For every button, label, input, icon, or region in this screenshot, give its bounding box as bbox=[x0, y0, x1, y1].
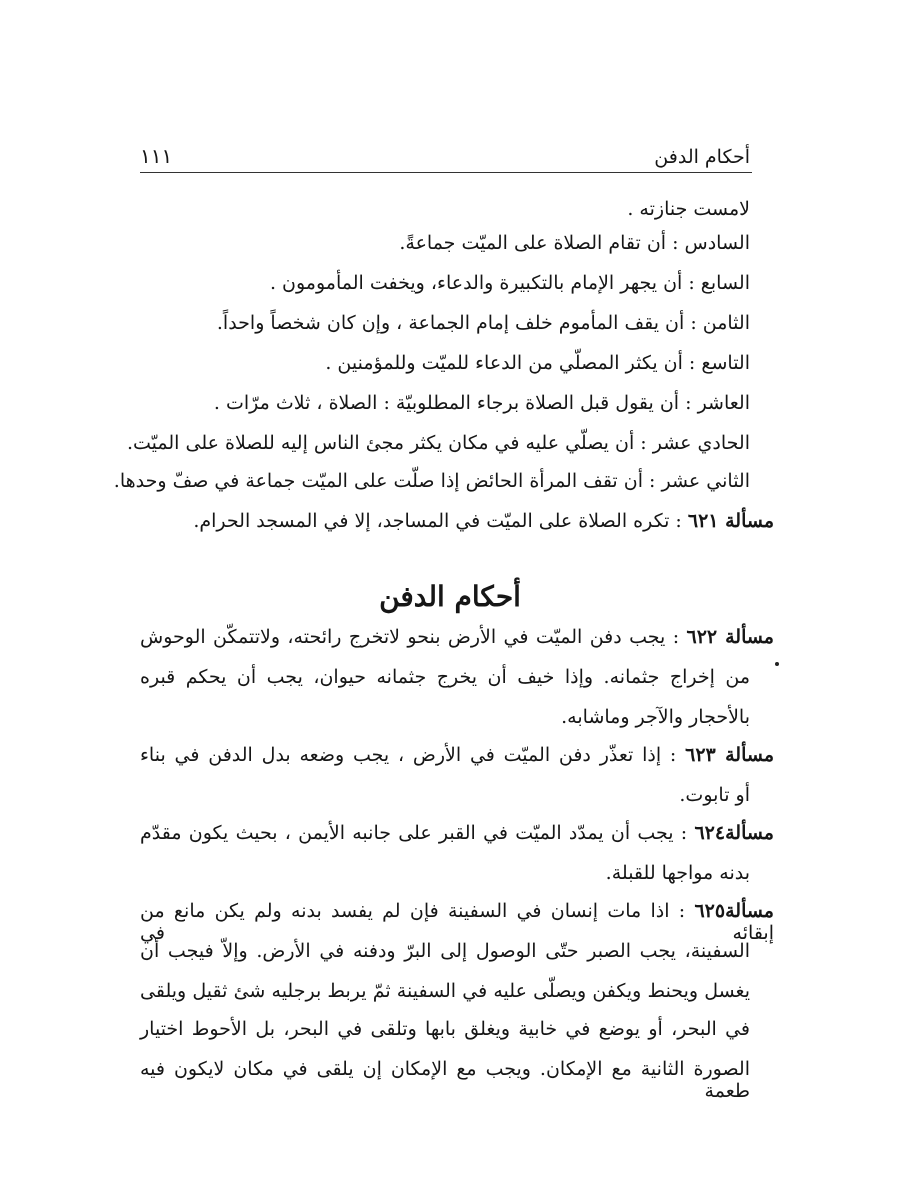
running-header-title: أحكام الدفن bbox=[654, 146, 750, 168]
text-line: السفينة، يجب الصبر حتّى الوصول إلى البرّ ودفنه في الأرض. وإلاّ فيجب أن bbox=[140, 940, 750, 962]
margin-mark bbox=[775, 662, 779, 666]
issue-line: مسألة ٦٢١ : تكره الصلاة على الميّت في المساجد، إلا في المسجد الحرام. bbox=[193, 510, 774, 532]
issue-label: مسألة ٦٢٢ bbox=[686, 626, 774, 648]
issue-label: مسألة ٦٢١ bbox=[687, 510, 774, 532]
text-line: الصورة الثانية مع الإمكان. ويجب مع الإمكان إن يلقى في مكان لايكون فيه طعمة bbox=[140, 1058, 750, 1102]
text-line: السادس : أن تقام الصلاة على الميّت جماعةً. bbox=[399, 232, 750, 254]
text-line: لامست جنازته . bbox=[627, 198, 750, 220]
issue-line: مسألة٦٢٤ : يجب أن يمدّد الميّت في القبر على جانبه الأيمن ، بحيث يكون مقدّم bbox=[140, 822, 774, 844]
issue-label: مسألة٦٢٤ bbox=[694, 822, 774, 844]
text-line: الثاني عشر : أن تقف المرأة الحائض إذا صلّت على الميّت جماعة في صفّ وحدها. bbox=[113, 470, 750, 492]
text-line: يغسل ويحنط ويكفن ويصلّى عليه في السفينة ثمّ يربط برجليه شئ ثقيل ويلقى bbox=[140, 980, 750, 1002]
text-line: بالأحجار والآجر وماشابه. bbox=[561, 706, 750, 728]
text-line: بدنه مواجها للقبلة. bbox=[605, 862, 750, 884]
text-line: في البحر، أو يوضع في خابية ويغلق بابها وتلقى في البحر، بل الأحوط اختيار bbox=[140, 1018, 750, 1040]
text-line: التاسع : أن يكثر المصلّي من الدعاء للميّت وللمؤمنين . bbox=[325, 352, 750, 374]
issue-line: مسألة ٦٢٢ : يجب دفن الميّت في الأرض بنحو لاتخرج رائحته، ولاتتمكّن الوحوش bbox=[140, 626, 774, 648]
text-line: الثامن : أن يقف المأموم خلف إمام الجماعة ، وإن كان شخصاً واحداً. bbox=[216, 312, 750, 334]
page-number: ١١١ bbox=[140, 144, 173, 168]
text-line: من إخراج جثمانه. وإذا خيف أن يخرج جثمانه حيوان، يجب أن يحكم قبره bbox=[140, 666, 750, 688]
text-line: العاشر : أن يقول قبل الصلاة برجاء المطلوبيّة : الصلاة ، ثلاث مرّات . bbox=[213, 392, 750, 414]
issue-line: مسألة ٦٢٣ : إذا تعذّر دفن الميّت في الأرض ، يجب وضعه بدل الدفن في بناء bbox=[140, 744, 774, 766]
issue-label: مسألة ٦٢٣ bbox=[685, 744, 774, 766]
text-line: السابع : أن يجهر الإمام بالتكبيرة والدعاء، ويخفت المأمومون . bbox=[269, 272, 750, 294]
header-divider bbox=[140, 172, 752, 173]
issue-label: مسألة٦٢٥ bbox=[694, 900, 774, 922]
section-heading: أحكام الدفن bbox=[379, 580, 521, 613]
issue-line: مسألة٦٢٥ : اذا مات إنسان في السفينة فإن لم يفسد بدنه ولم يكن مانع من إبقائه في bbox=[140, 900, 774, 944]
text-line: الحادي عشر : أن يصلّي عليه في مكان يكثر مجئ الناس إليه للصلاة على الميّت. bbox=[126, 432, 750, 454]
text-line: أو تابوت. bbox=[679, 784, 750, 806]
